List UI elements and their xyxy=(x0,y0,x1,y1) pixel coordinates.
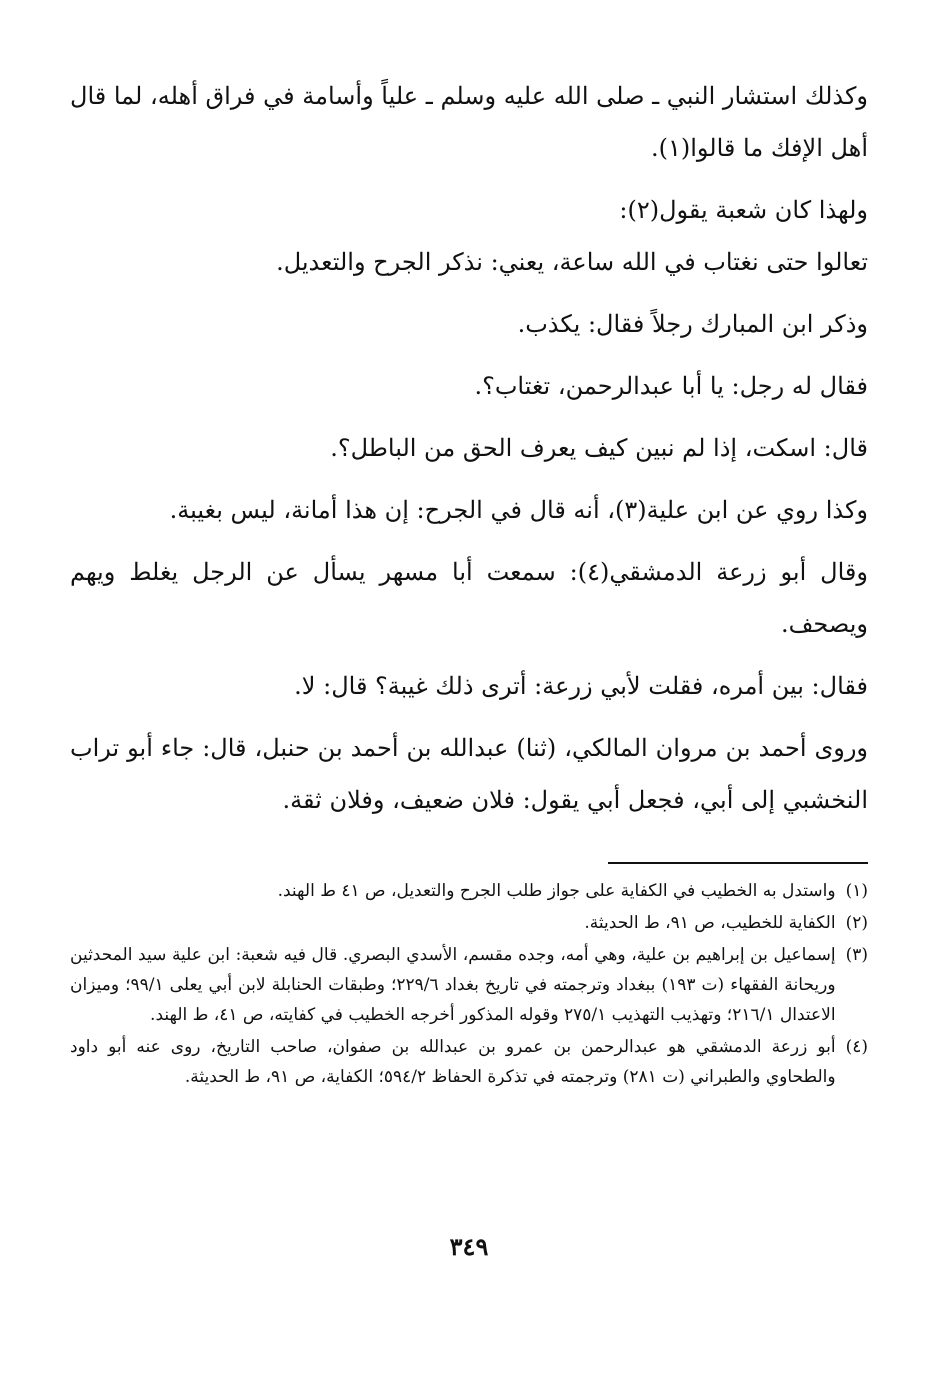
paragraph: فقال له رجل: يا أبا عبدالرحمن، تغتاب؟. xyxy=(474,372,868,400)
footnote-text: واستدل به الخطيب في الكفاية على جواز طلب الجرح والتعديل، ص ٤١ ط الهند. xyxy=(277,881,836,901)
footnote-text: إسماعيل بن إبراهيم بن علية، وهي أمه، وجده مقسم، الأسدي البصري. قال فيه شعبة: ابن علية سيد المحدثين وريحانة الفقهاء (ت ١٩٣) ببغداد وترجمته في تاريخ بغداد ٢٢٩/٦؛ وطبقات الحنابلة لابن أبي يعلى ٩٩/١؛ وميزان الاعتدال ٢١٦/١؛ وتهذيب التهذيب ٢٧٥/١ وقوله المذكور أخرجه الخطيب في كفايته، ص ٤١، ط الهند. xyxy=(70,945,836,1025)
paragraph: قال: اسكت، إذا لم نبين كيف يعرف الحق من الباطل؟. xyxy=(330,434,868,462)
footnote xyxy=(70,908,868,938)
paragraph: فقال: بين أمره، فقلت لأبي زرعة: أترى ذلك غيبة؟ قال: لا. xyxy=(294,672,868,700)
footnote xyxy=(70,1032,868,1092)
paragraph: ولهذا كان شعبة يقول(٢): xyxy=(619,196,868,224)
paragraph: وكذا روي عن ابن علية(٣)، أنه قال في الجرح: إن هذا أمانة، ليس بغيبة. xyxy=(169,496,868,524)
footnote xyxy=(70,940,868,1030)
paragraph: تعالوا حتى نغتاب في الله ساعة، يعني: نذكر الجرح والتعديل. xyxy=(276,248,868,276)
paragraph: وكذلك استشار النبي ـ صلى الله عليه وسلم ـ علياً وأسامة في فراق أهله، لما قال أهل الإفك ما قالوا(١). xyxy=(70,82,868,162)
footnote-separator xyxy=(608,862,868,864)
footnote-number: (١) xyxy=(845,881,868,901)
footnotes xyxy=(70,876,868,1094)
footnote-number: (٢) xyxy=(845,913,868,933)
footnote xyxy=(70,876,868,906)
paragraph: وذكر ابن المبارك رجلاً فقال: يكذب. xyxy=(517,310,868,338)
footnote-text: أبو زرعة الدمشقي هو عبدالرحمن بن عمرو بن عبدالله بن صفوان، صاحب التاريخ، روى عنه أبو داود والطحاوي والطبراني (ت ٢٨١) وترجمته في تذكرة الحفاظ ٥٩٤/٢؛ الكفاية، ص ٩١، ط الحديثة. xyxy=(70,1037,836,1087)
main-text xyxy=(70,70,868,836)
footnote-number: (٣) xyxy=(845,945,868,965)
paragraph: وروى أحمد بن مروان المالكي، (ثنا) عبدالله بن أحمد بن حنبل، قال: جاء أبو تراب النخشبي إلى أبي، فجعل أبي يقول: فلان ضعيف، وفلان ثقة. xyxy=(70,734,868,814)
page-number: ٣٤٩ xyxy=(449,1232,489,1261)
footnote-text: الكفاية للخطيب، ص ٩١، ط الحديثة. xyxy=(584,913,836,933)
paragraph: وقال أبو زرعة الدمشقي(٤): سمعت أبا مسهر يسأل عن الرجل يغلط ويهم ويصحف. xyxy=(70,558,868,638)
footnote-number: (٤) xyxy=(845,1037,868,1057)
